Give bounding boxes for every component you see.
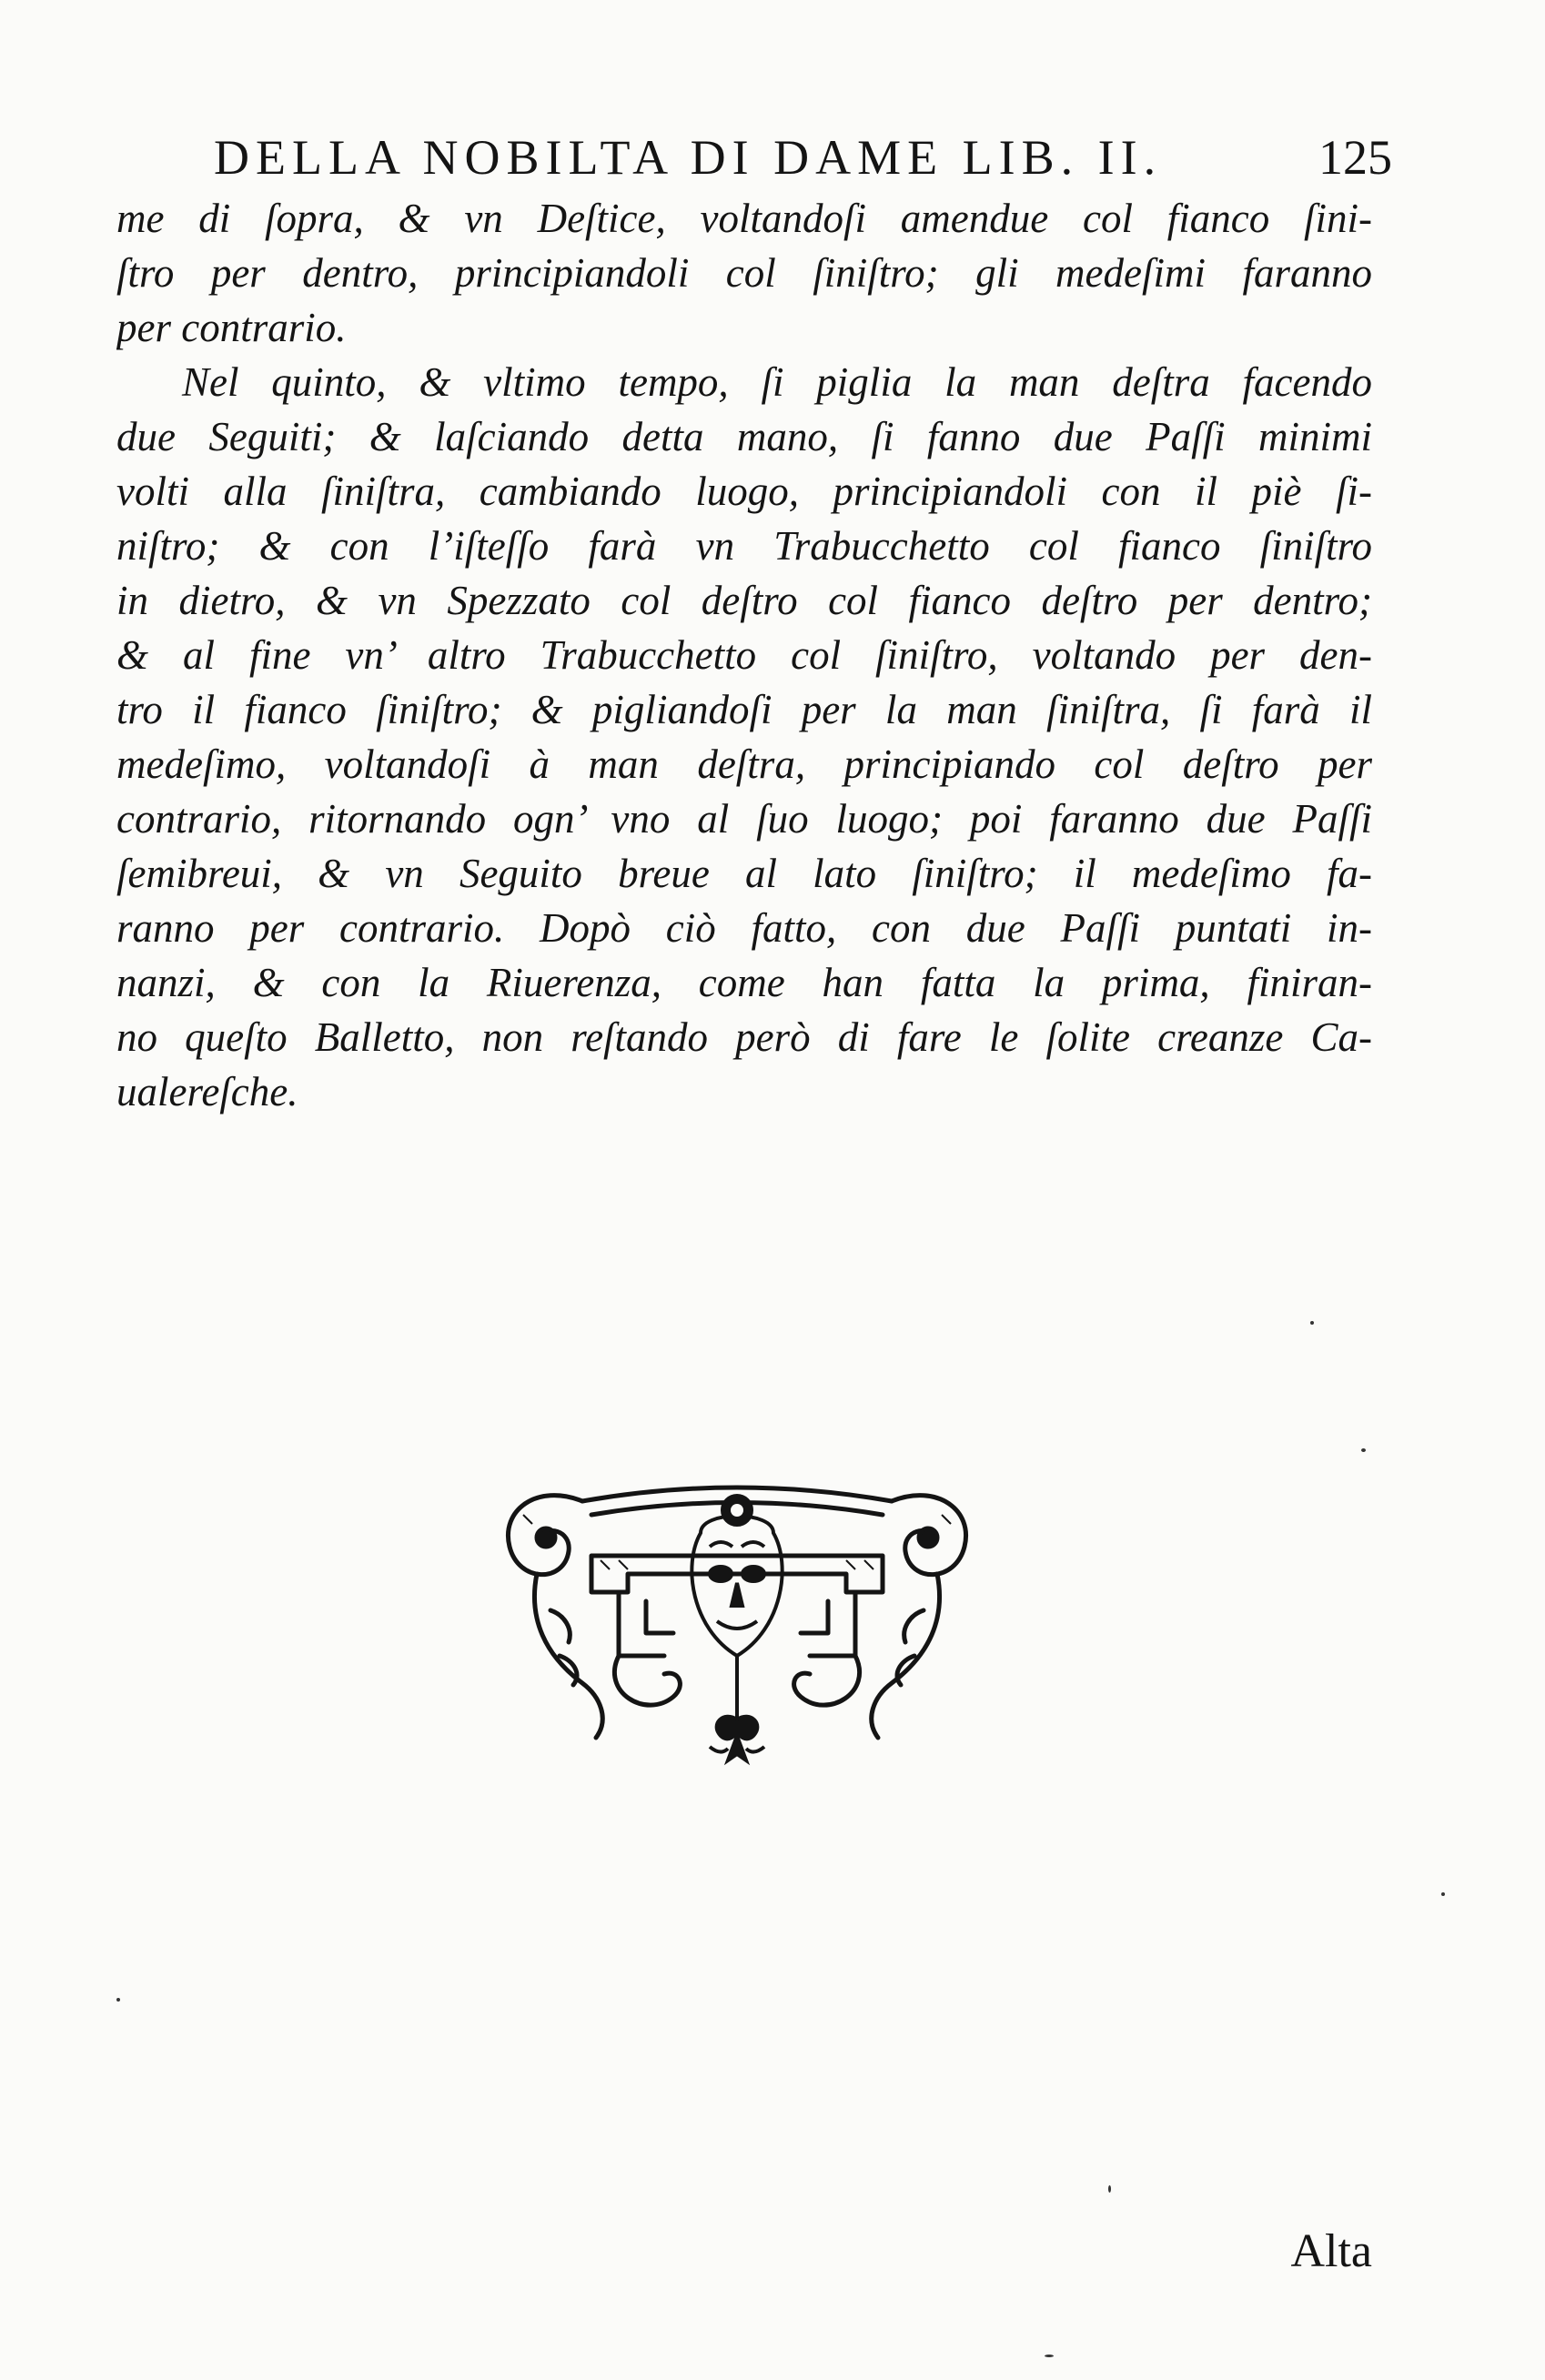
text-line: due Seguiti; & laſciando detta mano, ſi fanno due Paſſi minimi <box>116 414 1372 459</box>
paper-speck <box>1310 1321 1314 1325</box>
paper-speck <box>1441 1892 1445 1896</box>
text-line: per contrario. <box>116 305 347 350</box>
text-line: tro il fianco ſiniſtro; & pigliandoſi per la man ſiniſtra, ſi farà il <box>116 687 1372 732</box>
text-line: ſemibreui, & vn Seguito breue al lato ſiniſtro; il medeſimo fa- <box>116 851 1372 896</box>
text-line: volti alla ſiniſtra, cambiando luogo, principiandoli con il piè ſi- <box>116 469 1372 514</box>
paper-speck <box>1045 2355 1054 2357</box>
paper-speck <box>116 1998 120 2002</box>
text-line: niſtro; & con l’iſteſſo farà vn Trabucchetto col fianco ſiniſtro <box>116 523 1372 569</box>
text-line: ſtro per dentro, principiandoli col ſiniſtro; gli medeſimi faranno <box>116 250 1372 296</box>
catchword: Alta <box>1290 2225 1372 2277</box>
text-line: me di ſopra, & vn Deſtice, voltandoſi amendue col fianco ſini- <box>116 196 1372 241</box>
body-text <box>116 191 1372 1119</box>
grotesque-mask-ornament-icon <box>482 1447 992 1774</box>
text-line: no queſto Balletto, non reſtando però di fare le ſolite creanze Ca- <box>116 1014 1372 1060</box>
text-line: Nel quinto, & vltimo tempo, ſi piglia la man deſtra facendo <box>182 359 1372 405</box>
text-line: ualereſche. <box>116 1069 298 1114</box>
text-line: & al fine vn’ altro Trabucchetto col ſiniſtro, voltando per den- <box>116 632 1372 678</box>
page-number: 125 <box>1318 130 1392 185</box>
text-line: medeſimo, voltandoſi à man deſtra, principiando col deſtro per <box>116 741 1372 787</box>
paper-speck <box>1108 2185 1111 2193</box>
running-head <box>214 126 1392 189</box>
text-line: contrario, ritornando ogn’ vno al ſuo luogo; poi faranno due Paſſi <box>116 796 1372 842</box>
text-line: in dietro, & vn Spezzato col deſtro col fianco deſtro per dentro; <box>116 578 1372 623</box>
running-head-title: DELLA NOBILTA DI DAME LIB. II. <box>214 130 1163 185</box>
paper-speck <box>1361 1448 1366 1452</box>
text-line: nanzi, & con la Riuerenza, come han fatta la prima, finiran- <box>116 960 1372 1005</box>
text-line: ranno per contrario. Dopò ciò fatto, con due Paſſi puntati in- <box>116 905 1372 951</box>
